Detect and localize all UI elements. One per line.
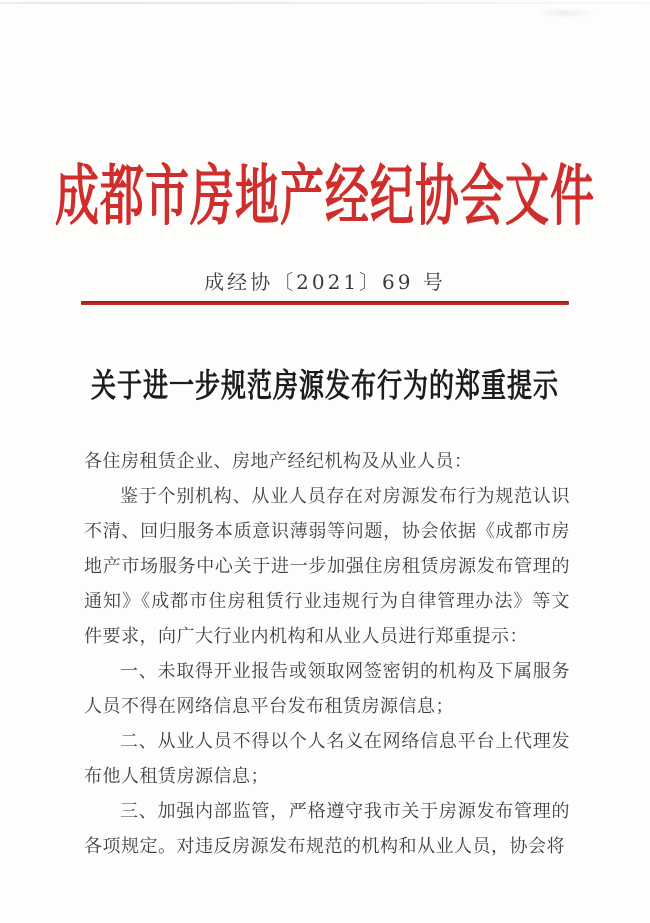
letterhead-org-title: 成都市房地产经纪协会文件 [55,158,595,235]
salutation-line: 各住房租赁企业、房地产经纪机构及从业人员： [84,451,473,472]
red-divider-line [81,301,569,305]
document-body [84,444,570,864]
body-paragraph-item-2: 二、从业人员不得以个人名义在网络信息平台上代理发布他人租赁房源信息； [84,731,570,787]
body-paragraph-item-1: 一、未取得开业报告或领取网签密钥的机构及下属服务人员不得在网络信息平台发布租赁房源信息； [84,661,570,717]
scan-smudge-artifact [535,8,595,18]
scan-edge-artifact [0,2,650,4]
body-paragraph-item-3: 三、加强内部监管，严格遵守我市关于房源发布管理的各项规定。对违反房源发布规范的机构和从业人员，协会将 [84,801,570,857]
document-title: 关于进一步规范房源发布行为的郑重提示 [90,366,559,405]
body-paragraph: 鉴于个别机构、从业人员存在对房源发布行为规范认识不清、回归服务本质意识薄弱等问题，协会依据《成都市房地产市场服务中心关于进一步加强住房租赁房源发布管理的通知》《成都市住房租赁行业违规行为自律管理办法》等文件要求，向广大行业内机构和从业人员进行郑重提示： [84,486,570,647]
document-number: 成经协〔2021〕69 号 [204,270,446,294]
